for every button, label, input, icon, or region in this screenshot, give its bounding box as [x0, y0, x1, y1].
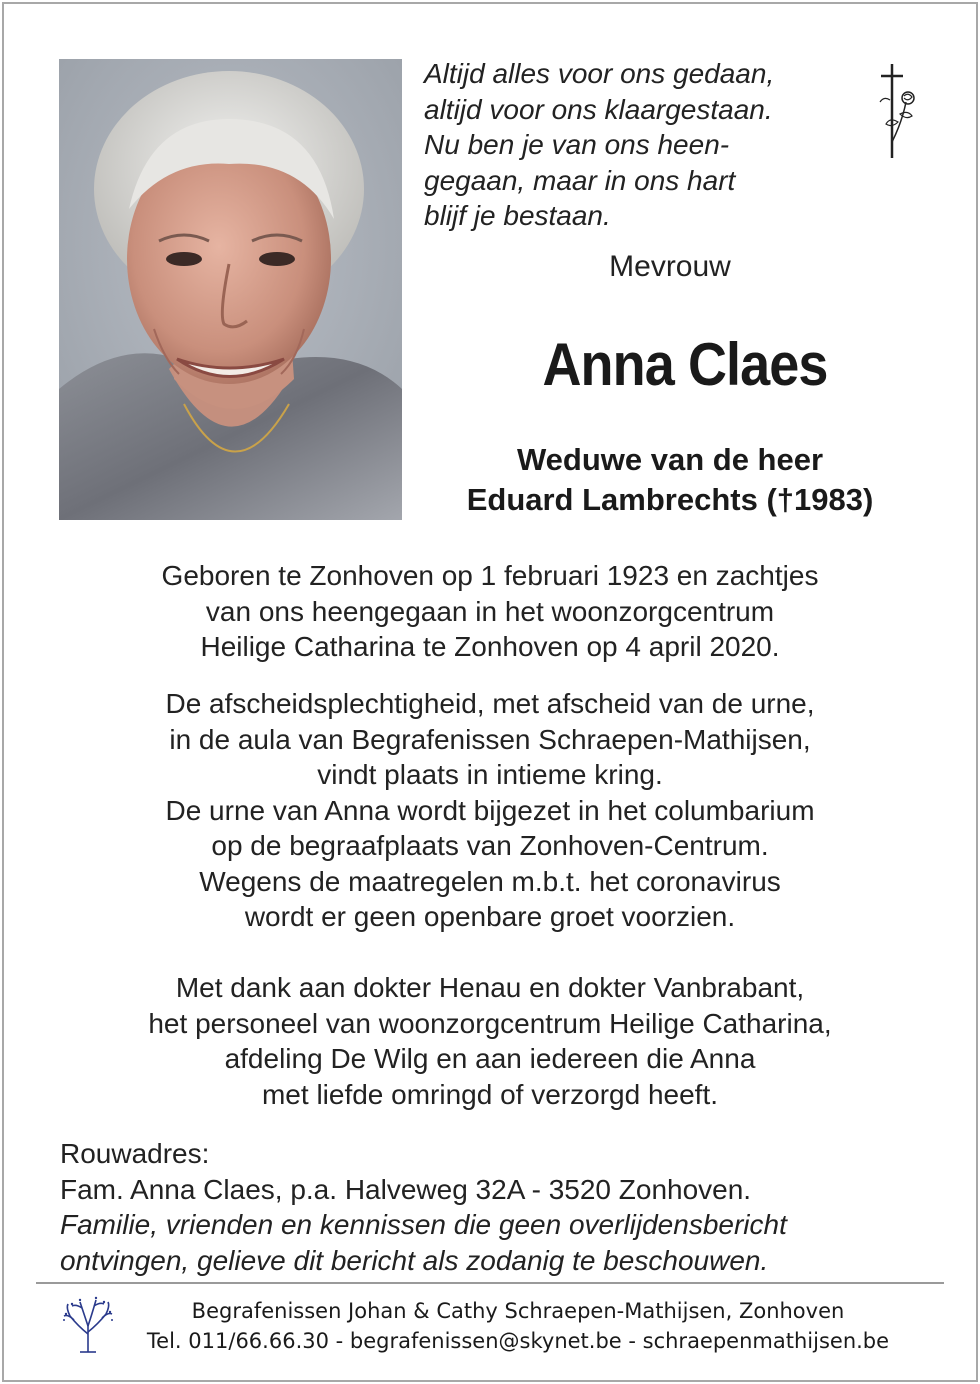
honorific: Mevrouw	[609, 250, 731, 283]
address-line: Fam. Anna Claes, p.a. Halveweg 32A - 3520 Zonhoven.	[60, 1173, 752, 1205]
paragraph-line: in de aula van Begrafenissen Schraepen-Mathijsen,	[169, 723, 811, 755]
paragraph-line: vindt plaats in intieme kring.	[317, 759, 663, 790]
address-note: ontvingen, gelieve dit bericht als zodanig te beschouwen.	[60, 1244, 769, 1276]
paragraph-line: De afscheidsplechtigheid, met afscheid van de urne,	[165, 688, 815, 719]
paragraph-line: Geboren te Zonhoven op 1 februari 1923 en zachtjes	[161, 560, 819, 591]
paragraph-line: met liefde omringd of verzorgd heeft.	[261, 1078, 718, 1110]
paragraph-line: het personeel van woonzorgcentrum Heilige Catharina,	[148, 1007, 832, 1039]
poem-line: Nu ben je van ons heen-	[424, 129, 730, 160]
paragraph-line: Met dank aan dokter Henau en dokter Vanbrabant,	[175, 972, 805, 1003]
poem-line: altijd voor ons klaargestaan.	[424, 93, 773, 125]
paragraph-line: De urne van Anna wordt bijgezet in het columbarium	[165, 794, 815, 826]
paragraph-line: van ons heengegaan in het woonzorgcentrum	[205, 595, 775, 627]
funeral-home-footer	[118, 1296, 918, 1356]
divider	[36, 1282, 944, 1284]
paragraph-line: op de begraafplaats van Zonhoven-Centrum.	[211, 830, 769, 861]
portrait-photo	[59, 59, 402, 520]
ceremony-paragraph	[40, 686, 940, 935]
thanks-paragraph	[40, 970, 940, 1112]
widow-of	[410, 440, 930, 520]
address-label: Rouwadres:	[60, 1138, 210, 1169]
birth-death-paragraph	[40, 558, 940, 665]
paragraph-line: wordt er geen openbare groet voorzien.	[244, 901, 736, 932]
cross-with-rose-icon	[872, 62, 922, 160]
poem-line: gegaan, maar in ons hart	[424, 164, 736, 196]
deceased-name: Anna Claes	[542, 331, 828, 398]
widow-line: Weduwe van de heer	[516, 442, 824, 477]
paragraph-line: afdeling De Wilg en aan iedereen die Anna	[224, 1043, 756, 1074]
poem	[424, 56, 844, 234]
poem-line: Altijd alles voor ons gedaan,	[424, 58, 775, 89]
tree-logo-icon	[60, 1294, 116, 1354]
paragraph-line: Wegens de maatregelen m.b.t. het coronavirus	[199, 865, 781, 897]
mourning-address	[60, 1136, 940, 1278]
paragraph-line: Heilige Catharina te Zonhoven op 4 april 2020.	[200, 631, 780, 662]
funeral-home-name: Begrafenissen Johan & Cathy Schraepen-Mathijsen, Zonhoven	[191, 1299, 845, 1323]
funeral-home-contact: Tel. 011/66.66.30 - begrafenissen@skynet.be - schraepenmathijsen.be	[146, 1329, 890, 1353]
widow-line: Eduard Lambrechts (†1983)	[466, 482, 874, 517]
address-note: Familie, vrienden en kennissen die geen overlijdensbericht	[60, 1209, 787, 1240]
poem-line: blijf je bestaan.	[424, 200, 611, 231]
